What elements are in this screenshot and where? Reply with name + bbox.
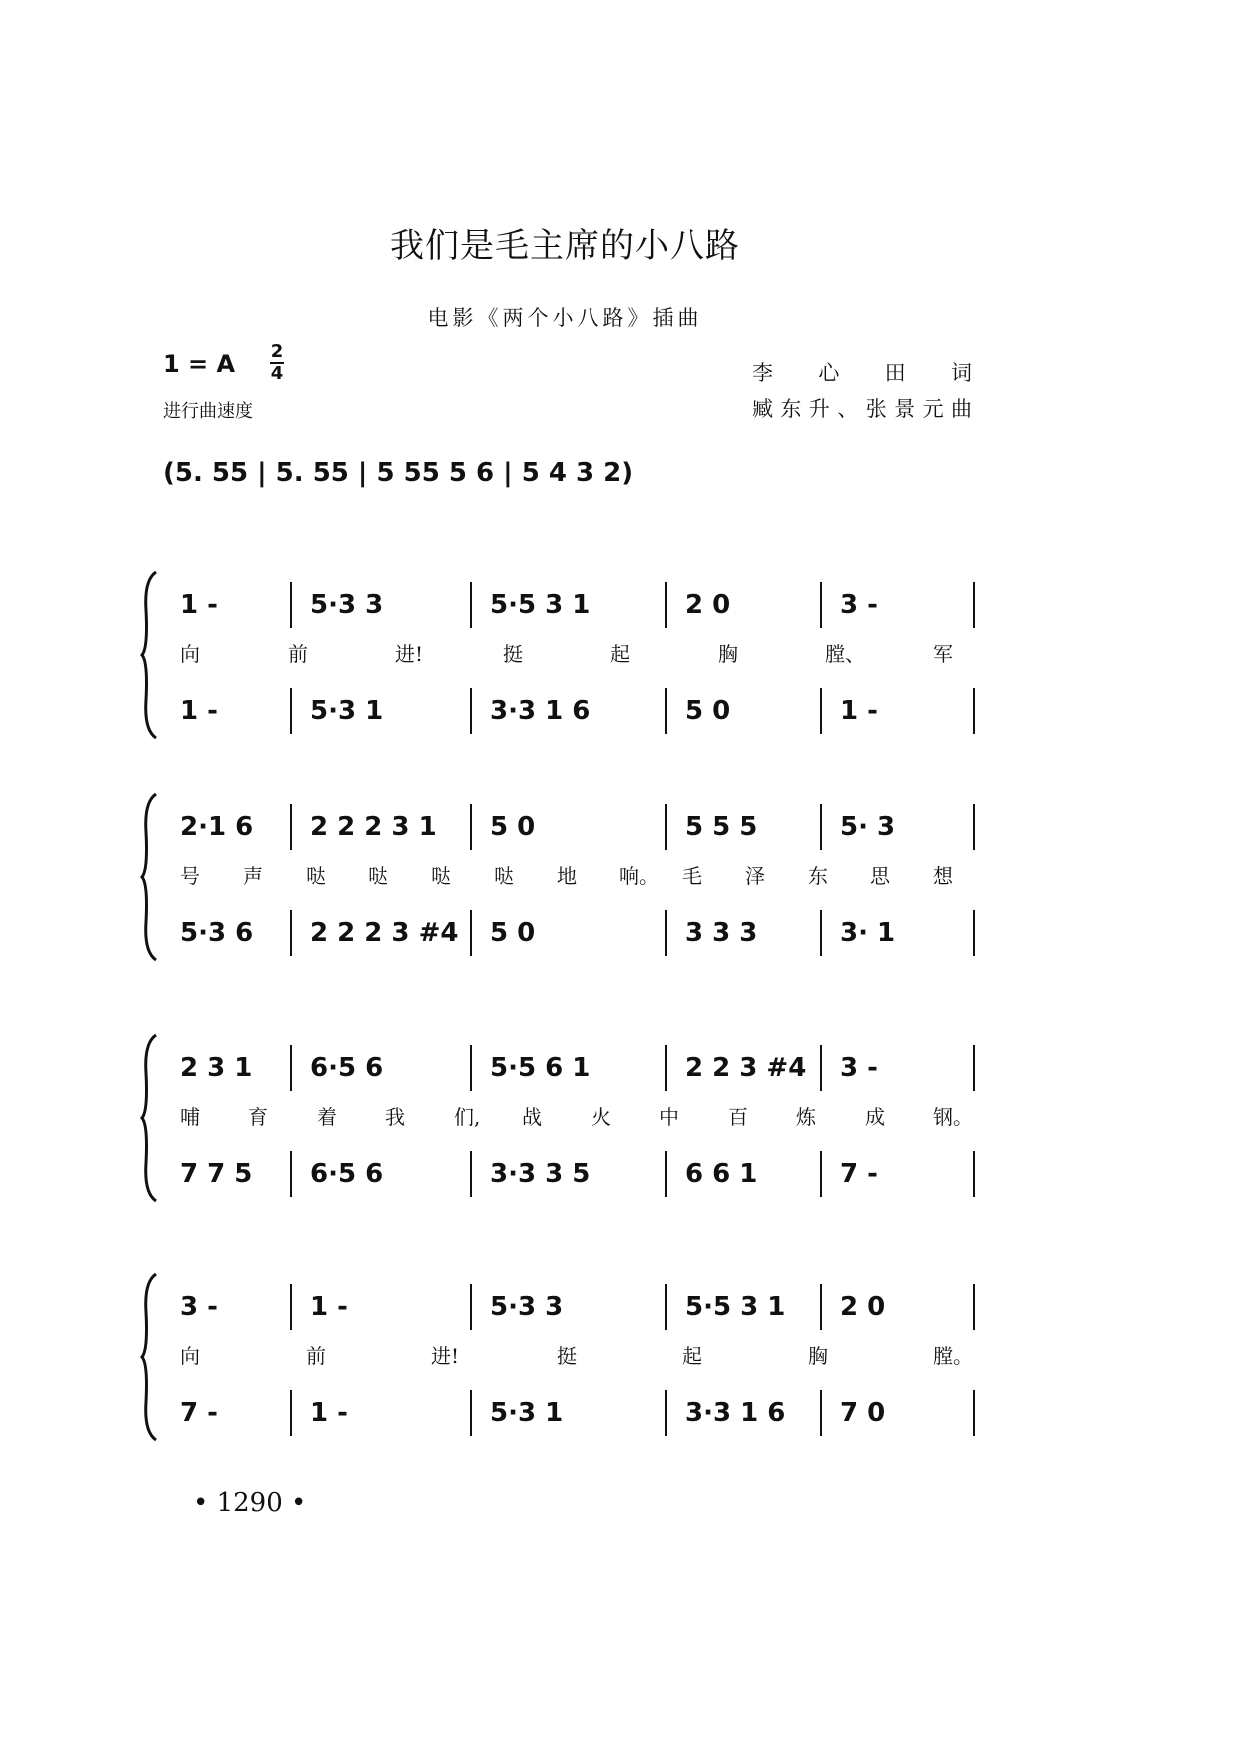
barline [973,910,975,956]
lyric-syllable: 向 [180,642,200,666]
lyric-syllable: 响。 [619,864,659,888]
upper-measure: 5·5 3 1 [685,1292,786,1322]
lyric-syllable: 起 [610,642,630,666]
upper-measure: 2 2 2 3 1 [310,812,437,842]
lyric-syllable: 东 [808,864,828,888]
barline [820,1390,822,1436]
lyric-syllable: 炼 [796,1105,816,1129]
lower-measure: 3·3 1 6 [490,696,591,726]
key-signature: 1 = A [163,350,236,378]
barline [290,1284,292,1330]
upper-measure: 5·3 3 [310,590,384,620]
system-brace [140,792,160,962]
barline [470,1045,472,1091]
song-title: 我们是毛主席的小八路 [390,226,740,266]
barline [820,1284,822,1330]
lyric-syllable: 哒 [431,864,451,888]
system-brace [140,1033,160,1203]
lyric-syllable: 胸 [808,1344,828,1368]
barline [973,1045,975,1091]
lower-measure: 5 0 [490,918,536,948]
barline [470,688,472,734]
upper-measure: 6·5 6 [310,1053,384,1083]
barline [665,1284,667,1330]
upper-measure: 2 2 3 #4 [685,1053,807,1083]
time-signature [270,342,284,384]
system-brace [140,570,160,740]
lower-measure: 5·3 1 [310,696,384,726]
lower-measure: 7 - [180,1398,218,1428]
lower-measure: 5 0 [685,696,731,726]
barline [820,910,822,956]
lyric-syllable: 哒 [494,864,514,888]
barline [290,1045,292,1091]
lyric-syllable: 向 [180,1344,200,1368]
barline [470,1151,472,1197]
upper-measure: 3 - [840,590,878,620]
barline [290,582,292,628]
barline [470,910,472,956]
upper-measure: 3 - [180,1292,218,1322]
lyricist-credit: 李心田词 [752,361,972,385]
lyric-syllable: 成 [865,1105,885,1129]
lyric-syllable: 哒 [306,864,326,888]
upper-measure: 2 0 [840,1292,886,1322]
lower-measure: 6·5 6 [310,1159,384,1189]
lyric-syllable: 哺 [180,1105,200,1129]
barline [665,804,667,850]
lyric-syllable: 火 [591,1105,611,1129]
lower-measure: 5·3 6 [180,918,254,948]
barline [665,1045,667,1091]
lower-measure: 3·3 1 6 [685,1398,786,1428]
lower-measure: 1 - [180,696,218,726]
lyric-syllable: 进! [395,642,424,666]
lower-measure: 6 6 1 [685,1159,758,1189]
barline [973,1390,975,1436]
page-number: • 1290 • [193,1488,307,1518]
lower-measure: 7 7 5 [180,1159,253,1189]
lower-measure: 1 - [840,696,878,726]
barline [470,1390,472,1436]
upper-measure: 5·3 3 [490,1292,564,1322]
lyric-syllable: 挺 [557,1344,577,1368]
lyric-syllable: 前 [288,642,308,666]
lyric-syllable: 进! [431,1344,460,1368]
lower-measure: 7 0 [840,1398,886,1428]
lyric-syllable: 战 [522,1105,542,1129]
barline [470,1284,472,1330]
lyric-syllable: 膛。 [933,1344,973,1368]
song-subtitle: 电影《两个小八路》插曲 [427,306,703,330]
barline [973,1151,975,1197]
barline [820,688,822,734]
barline [665,582,667,628]
lyric-syllable: 前 [306,1344,326,1368]
barline [290,1390,292,1436]
upper-measure: 1 - [180,590,218,620]
lower-measure: 3·3 3 5 [490,1159,591,1189]
lyric-syllable: 声 [243,864,263,888]
barline [665,1390,667,1436]
barline [820,1151,822,1197]
barline [470,582,472,628]
lyric-syllable: 们, [454,1105,481,1129]
upper-measure: 2 0 [685,590,731,620]
lyric-syllable: 军 [933,642,953,666]
upper-measure: 5·5 6 1 [490,1053,591,1083]
lower-measure: 2 2 2 3 #4 [310,918,459,948]
lyric-syllable: 毛 [682,864,702,888]
upper-measure: 5 0 [490,812,536,842]
barline [973,804,975,850]
lower-measure: 7 - [840,1159,878,1189]
lyric-syllable: 想 [933,864,953,888]
barline [290,688,292,734]
lyric-syllable: 泽 [745,864,765,888]
lyric-syllable: 钢。 [933,1105,973,1129]
barline [820,804,822,850]
lyric-syllable: 地 [557,864,577,888]
barline [820,1045,822,1091]
barline [665,910,667,956]
lower-measure: 1 - [310,1398,348,1428]
lower-measure: 5·3 1 [490,1398,564,1428]
lyric-syllable: 号 [180,864,200,888]
barline [665,688,667,734]
barline [290,910,292,956]
time-signature-lower: 4 [270,363,284,384]
lyric-syllable: 思 [870,864,890,888]
lyric-syllable: 膛、 [825,642,865,666]
barline [820,582,822,628]
tempo-marking: 进行曲速度 [163,401,253,422]
lyric-syllable: 胸 [718,642,738,666]
lower-measure: 3 3 3 [685,918,758,948]
lyric-syllable: 百 [728,1105,748,1129]
barline [470,804,472,850]
lyric-syllable: 着 [317,1105,337,1129]
lower-measure: 3· 1 [840,918,896,948]
lyric-syllable: 中 [659,1105,679,1129]
upper-measure: 5· 3 [840,812,896,842]
barline [665,1151,667,1197]
barline [973,1284,975,1330]
intro-line: (5. 55 | 5. 55 | 5 55 5 6 | 5 4 3 2) [163,458,634,488]
barline [973,582,975,628]
barline [973,688,975,734]
system-brace [140,1272,160,1442]
lyric-syllable: 起 [682,1344,702,1368]
upper-measure: 2 3 1 [180,1053,253,1083]
lyric-syllable: 育 [248,1105,268,1129]
upper-measure: 3 - [840,1053,878,1083]
upper-measure: 2·1 6 [180,812,254,842]
time-signature-upper: 2 [270,341,284,362]
lyric-syllable: 挺 [503,642,523,666]
lyric-syllable: 哒 [368,864,388,888]
upper-measure: 5 5 5 [685,812,758,842]
lyric-syllable: 我 [385,1105,405,1129]
upper-measure: 5·5 3 1 [490,590,591,620]
upper-measure: 1 - [310,1292,348,1322]
barline [290,1151,292,1197]
composer-credit: 臧东升、张景元曲 [752,397,972,421]
barline [290,804,292,850]
